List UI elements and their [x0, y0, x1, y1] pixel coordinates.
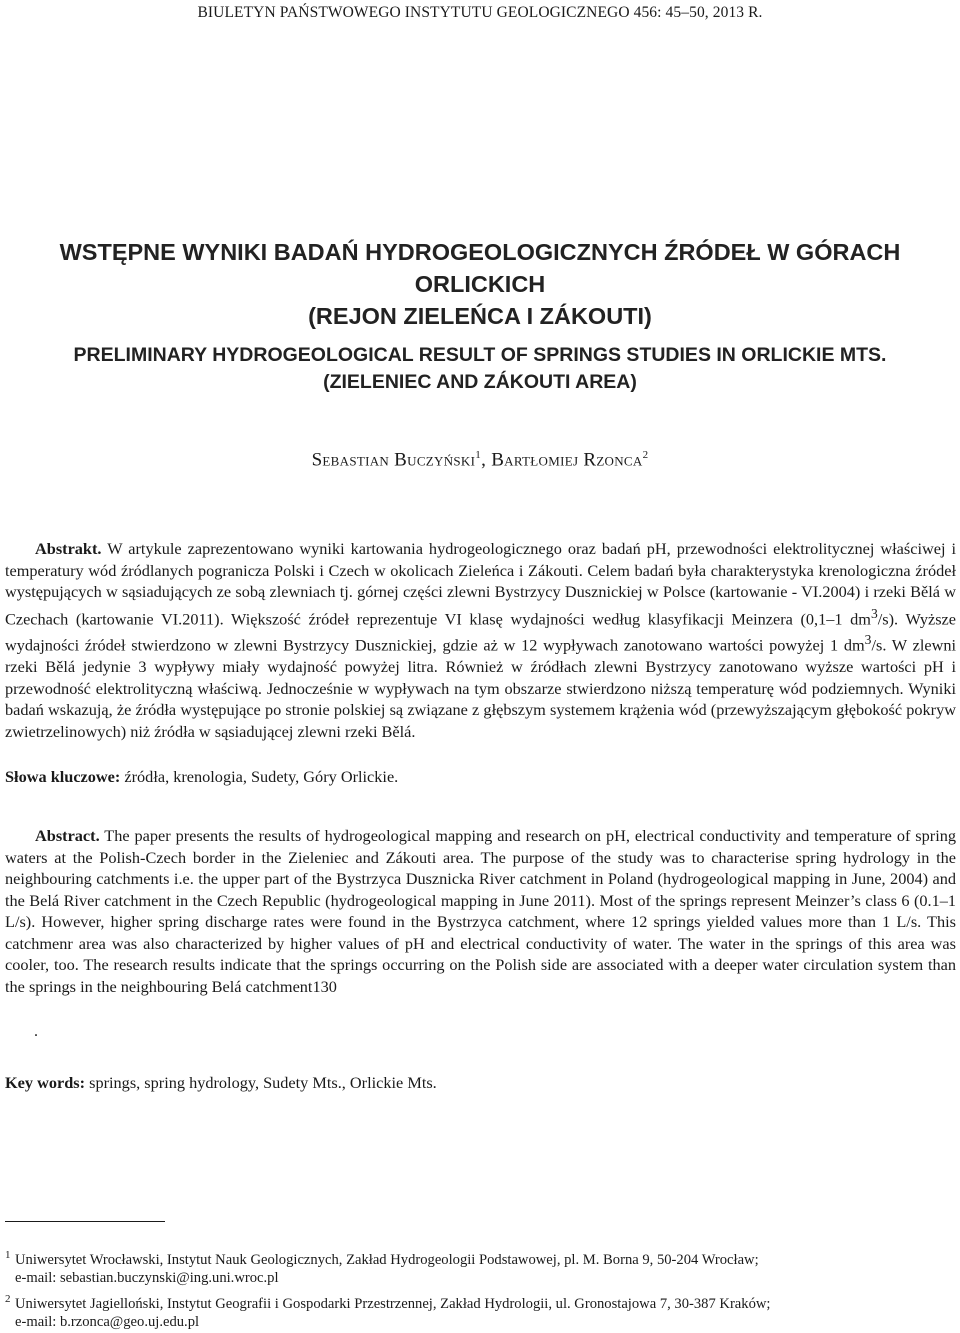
- abstract-english-label: Abstract.: [35, 826, 100, 845]
- abstract-polish-unit-exponent-2: 3: [864, 632, 872, 648]
- keywords-english: [5, 1072, 956, 1094]
- author-2-name: Bartłomiej Rzonca: [491, 449, 643, 471]
- authors-line: [0, 449, 960, 471]
- stray-period: .: [34, 1023, 38, 1040]
- footnote-2: [5, 1295, 955, 1331]
- keywords-english-label: Key words:: [5, 1073, 86, 1092]
- title-polish: [0, 236, 960, 332]
- abstract-polish-unit-exponent-1: 3: [870, 605, 878, 621]
- abstract-polish-text-c: /s. W zlewni rzeki Bělá jedynie 3 wypływy miały wydajność powyżej litra. Również w źródłach zlewni Bystrzycy zanotowano wyższe wartości pH i przewodność elektrolityczną właściwą. Jednocześnie w wypływach na tym obszarze stwierdzono niższą temperaturę wód podziemnych. Wyniki badań wskazują, że źródła występujące po stronie polskiej są związane z głębszym systemem krążenia wód (przewyższającym głębokość pokryw zwietrzelinowych) niż źródła w sąsiadującej zlewni rzeki Bělá.: [5, 635, 956, 741]
- journal-header: BIULETYN PAŃSTWOWEGO INSTYTUTU GEOLOGICZNEGO 456: 45–50, 2013 R.: [197, 4, 763, 21]
- title-polish-line2: (REJON ZIELEŃCA I ZÁKOUTI): [308, 303, 652, 329]
- title-polish-line1: WSTĘPNE WYNIKI BADAŃ HYDROGEOLOGICZNYCH ŹRÓDEŁ W GÓRACH ORLICKICH: [59, 239, 901, 297]
- title-english-line2: (ZIELENIEC AND ZÁKOUTI AREA): [323, 371, 637, 393]
- author-2-affiliation-mark: 2: [642, 449, 649, 461]
- footnote-2-affiliation: Uniwersytet Jagielloński, Instytut Geografii i Gospodarki Przestrzennej, Zakład Hydrologii, ul. Gronostajowa 7, 30-387 Kraków;: [15, 1296, 771, 1312]
- footnote-1: [5, 1251, 955, 1287]
- footnote-1-email: e-mail: sebastian.buczynski@ing.uni.wroc.pl: [15, 1270, 279, 1286]
- keywords-polish-label: Słowa kluczowe:: [5, 767, 121, 786]
- footnote-2-number: 2: [5, 1293, 11, 1305]
- author-1-name: Sebastian Buczyński: [311, 449, 476, 471]
- abstract-english-text: The paper presents the results of hydrogeological mapping and research on pH, electrical conductivity and temperature of spring waters at the Polish-Czech border in the Zieleniec and Zákouti area. The purpose of the study was to characterise spring hydrology in the neighbouring catchments i.e. the upper part of the Bystrzyca Dusznicka River catchment in Poland (hydrogeological mapping in June, 2004) and the Belá River catchment in the Czech Republic (hydrogeological mapping in June 2011). Most of the springs represent Meinzer’s class 6 (0.1–1 L/s). However, higher spring discharge rates were found in the Bystrzyca catchment, where 12 springs yielded values more than 1 L/s. This catchmenr area was also characterized by higher values of pH and electrical conductivity of water. The water in the springs of this area was cooler, too. The research results indicate that the springs occurring on the Polish side are associated with a deeper water circulation system than the springs in the neighbouring Belá catchment130: [5, 826, 956, 996]
- footnote-1-affiliation: Uniwersytet Wrocławski, Instytut Nauk Geologicznych, Zakład Hydrogeologii Podstawowej, pl. M. Borna 9, 50-204 Wrocław;: [15, 1252, 759, 1268]
- abstract-polish-text-b: /s). Wyższe wydajności źródeł stwierdzono w zlewni Bystrzycy Dusznickiej, gdzie aż w 12 wypływach zanotowano wartości powyżej 1 dm: [5, 608, 956, 655]
- footnote-1-number: 1: [5, 1249, 11, 1261]
- abstract-polish-text-a: W artykule zaprezentowano wyniki kartowania hydrogeologicznego oraz badań pH, przewodności elektrolitycznej właściwej i temperatury wód źródlanych pogranicza Polski i Czech w okolicach Zieleńca i Zákouti. Celem badań była charakterystyka krenologiczna źródeł występujących w sąsiadujących ze sobą zlewniach tj. górnej części zlewni Bystrzycy Dusznickiej w Polsce (kartowanie - VI.2004) i rzeki Bělá w Czechach (kartowanie VI.2011). Większość źródeł reprezentuje VI klasę wydajności według klasyfikacji Meinzera (0,1–1 dm: [5, 539, 956, 628]
- abstract-polish-label: Abstrakt.: [35, 539, 102, 558]
- footnote-2-email: e-mail: b.rzonca@geo.uj.edu.pl: [15, 1314, 200, 1330]
- keywords-english-text: springs, spring hydrology, Sudety Mts., Orlickie Mts.: [85, 1073, 437, 1092]
- title-english: [0, 342, 960, 396]
- keywords-polish-text: źródła, krenologia, Sudety, Góry Orlickie.: [120, 767, 399, 786]
- author-1-affiliation-mark: 1: [475, 449, 482, 461]
- keywords-polish: [5, 766, 956, 788]
- title-english-line1: PRELIMINARY HYDROGEOLOGICAL RESULT OF SPRINGS STUDIES IN ORLICKIE MTS.: [73, 344, 887, 366]
- footnote-separator-rule: [5, 1221, 165, 1222]
- abstract-english: [5, 825, 956, 997]
- abstract-polish: [5, 538, 956, 742]
- author-separator: ,: [481, 449, 492, 471]
